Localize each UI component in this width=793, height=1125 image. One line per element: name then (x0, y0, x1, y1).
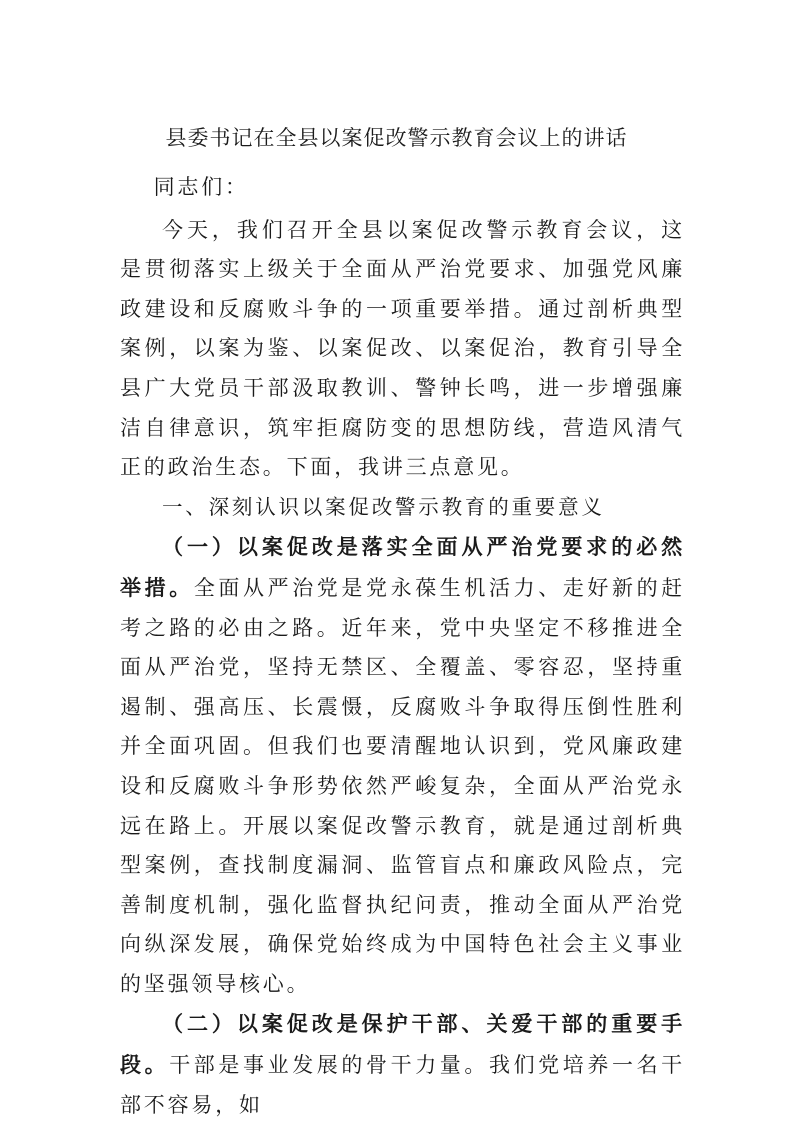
document-body (120, 168, 685, 1125)
document-title: 县委书记在全县以案促改警示教育会议上的讲话 (165, 126, 628, 150)
point-1-heading: （一）以案促改是落实全面从严治党要求的必然举措。 (120, 534, 685, 600)
intro-paragraph: 今天，我们召开全县以案促改警示教育会议，这是贯彻落实上级关于全面从严治党要求、加强党风廉政建设和反腐败斗争的一项重要举措。通过剖析典型案例，以案为鉴、以案促改、以案促治，教育引导全县广大党员干部汲取教训、警钟长鸣，进一步增强廉洁自律意识，筑牢拒腐防变的思想防线，营造风清气正的政治生态。下面，我讲三点意见。 (120, 217, 685, 480)
section-heading-1 (120, 488, 685, 528)
point-1-paragraph (120, 527, 685, 1004)
point-2-body: 干部是事业发展的骨干力量。我们党培养一名干部不容易，如 (120, 1053, 685, 1117)
point-2-heading: （二）以案促改是保护干部、关爱干部的重要手段。 (120, 1011, 685, 1078)
point-2-paragraph (120, 1004, 685, 1125)
point-1-body: 全面从严治党是党永葆生机活力、走好新的赶考之路的必由之路。近年来，党中央坚定不移推进全面从严治党，坚持无禁区、全覆盖、零容忍，坚持重遏制、强高压、长震慑，反腐败斗争取得压倒性胜利并全面巩固。但我们也要清醒地认识到，党风廉政建设和反腐败斗争形势依然严峻复杂，全面从严治党永远在路上。开展以案促改警示教育，就是通过剖析典型案例，查找制度漏洞、监管盲点和廉政风险点，完善制度机制，强化监督执纪问责，推动全面从严治党向纵深发展，确保党始终成为中国特色社会主义事业的坚强领导核心。 (120, 575, 686, 996)
greeting: 同志们： (153, 175, 249, 199)
section-heading-1-text: 一、深刻认识以案促改警示教育的重要意义 (162, 494, 605, 519)
